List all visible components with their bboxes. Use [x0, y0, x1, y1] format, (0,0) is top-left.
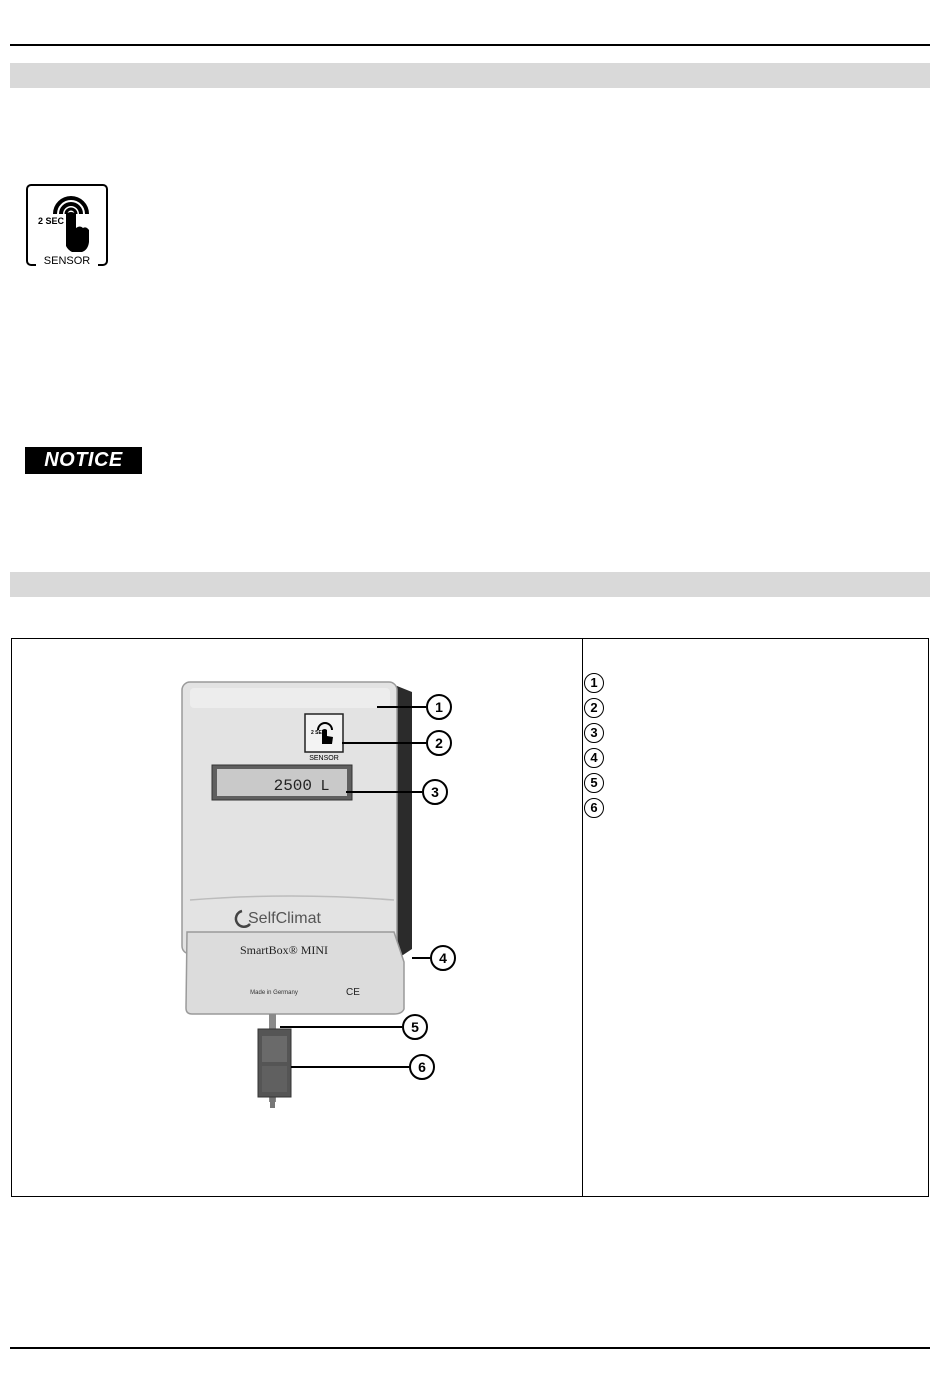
device-display-value: 2500	[273, 777, 312, 795]
smartbox-device-illustration	[172, 674, 472, 1154]
svg-text:5: 5	[411, 1019, 419, 1035]
figure-divider	[582, 639, 583, 1196]
legend-number: 1	[584, 673, 604, 693]
legend-number: 2	[584, 698, 604, 718]
device-sensor-label: SENSOR	[309, 755, 339, 762]
footer-rule	[10, 1347, 930, 1349]
legend-item	[584, 723, 924, 748]
device-origin: Made in Germany	[250, 990, 298, 996]
sensor-touch-icon	[26, 184, 108, 266]
legend-item	[584, 673, 924, 698]
device-ce-mark: CE	[346, 987, 360, 998]
svg-text:6: 6	[418, 1059, 426, 1075]
device-display-unit: L	[320, 778, 330, 795]
device-brand: SelfClimat	[248, 910, 321, 927]
device-model: SmartBox® MINI	[239, 943, 329, 957]
callout-4	[431, 946, 455, 970]
device-sensor-time-label: 2 SEC	[311, 730, 326, 736]
legend-number: 3	[584, 723, 604, 743]
sensor-icon-time-label: 2 SEC	[38, 216, 65, 226]
svg-text:3: 3	[431, 784, 439, 800]
callout-1	[427, 695, 451, 719]
callout-3	[423, 780, 447, 804]
legend-number: 4	[584, 748, 604, 768]
device-figure-frame	[11, 638, 929, 1197]
section-band-figure	[10, 572, 930, 597]
legend-item	[584, 698, 924, 723]
sensor-icon-label: SENSOR	[43, 255, 91, 266]
callout-6	[410, 1055, 434, 1079]
svg-text:2: 2	[435, 735, 443, 751]
header-rule	[10, 44, 930, 46]
legend-item	[584, 773, 924, 798]
section-band-top	[10, 63, 930, 88]
svg-text:4: 4	[439, 950, 447, 966]
callout-5	[403, 1015, 427, 1039]
callout-2	[427, 731, 451, 755]
legend-number: 6	[584, 798, 604, 818]
legend-item	[584, 748, 924, 773]
svg-text:1: 1	[435, 699, 443, 715]
legend-item	[584, 798, 924, 823]
legend-number: 5	[584, 773, 604, 793]
callout-legend	[584, 673, 924, 823]
notice-badge: NOTICE	[25, 447, 142, 474]
